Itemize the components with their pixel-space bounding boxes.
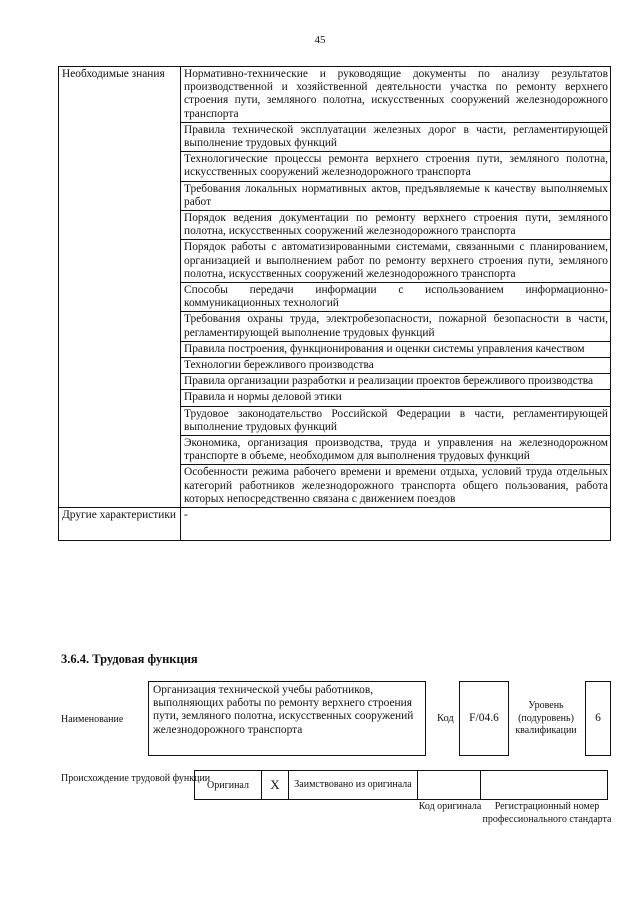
registration-number-caption: Регистрационный номер профессионального стандарта xyxy=(482,801,612,825)
qualification-level-box: 6 xyxy=(585,681,611,756)
borrowed-cell: Заимствовано из оригинала xyxy=(289,771,418,800)
function-name-box: Организация технической учебы работников, выполняющих работы по ремонту верхнего строения пути, земляного полотна, искусственных сооружений железнодорожного транспорта xyxy=(148,681,426,756)
function-code-box: F/04.6 xyxy=(459,681,509,756)
knowledge-item: Правила технической эксплуатации железных дорог в части, регламентирующей выполнение трудовых функций xyxy=(181,122,611,151)
knowledge-table xyxy=(58,66,611,541)
knowledge-item: Экономика, организация производства, труда и управления на железнодорожном транспорте в объеме, необходимом для выполнения трудовых функций xyxy=(181,436,611,465)
origin-table xyxy=(194,770,608,800)
section-title: 3.6.4. Трудовая функция xyxy=(61,652,198,666)
knowledge-item: Правила построения, функционирования и оценки системы управления качеством xyxy=(181,341,611,357)
knowledge-item: Правила и нормы деловой этики xyxy=(181,390,611,406)
knowledge-item: Технологии бережливого производства xyxy=(181,358,611,374)
original-code-caption: Код оригинала xyxy=(418,801,482,812)
knowledge-item: Способы передачи информации с использованием информационно-коммуникационных технологий xyxy=(181,283,611,312)
knowledge-item: Порядок работы с автоматизированными системами, связанными с планированием, организацией и выполнением работ по ремонту верхнего строения пути, земляного полотна, искусственных сооружений железнодорожного транспорта xyxy=(181,240,611,283)
original-cell: Оригинал xyxy=(195,771,262,800)
knowledge-item: Требования охраны труда, электробезопасности, пожарной безопасности в части, регламентирующей выполнение трудовых функций xyxy=(181,312,611,341)
knowledge-item: Технологические процессы ремонта верхнего строения пути, земляного полотна, искусственных сооружений железнодорожного транспорта xyxy=(181,152,611,181)
knowledge-item: Нормативно-технические и руководящие документы по анализу результатов производственной и хозяйственной деятельности участка по ремонту верхнего строения пути, земляного полотна, искусственных сооружений железнодорожного транспорта xyxy=(181,67,611,123)
other-characteristics-label: Другие характеристики xyxy=(59,508,181,541)
other-characteristics-value: - xyxy=(181,508,611,541)
knowledge-item: Особенности режима рабочего времени и времени отдыха, условий труда отдельных категорий работников железнодорожного транспорта общего пользования, работа которых непосредственно связана с движением поездов xyxy=(181,465,611,508)
knowledge-item: Правила организации разработки и реализации проектов бережливого производства xyxy=(181,374,611,390)
qualification-level-label: Уровень (подуровень) квалификации xyxy=(515,700,577,736)
page-number: 45 xyxy=(314,34,326,46)
original-code-cell xyxy=(418,771,481,800)
knowledge-item: Порядок ведения документации по ремонту верхнего строения пути, земляного полотна, искусственных сооружений железнодорожного транспорта xyxy=(181,211,611,240)
knowledge-label: Необходимые знания xyxy=(59,67,181,508)
function-origin-label: Происхождение трудовой функции xyxy=(61,773,211,784)
code-label: Код xyxy=(437,713,454,724)
name-label: Наименование xyxy=(61,714,124,725)
knowledge-item: Трудовое законодательство Российской Федерации в части, регламентирующей выполнение трудовых функций xyxy=(181,406,611,435)
original-mark-cell: X xyxy=(262,771,289,800)
registration-number-cell xyxy=(481,771,608,800)
knowledge-item: Требования локальных нормативных актов, предъявляемые к качеству выполняемых работ xyxy=(181,181,611,210)
